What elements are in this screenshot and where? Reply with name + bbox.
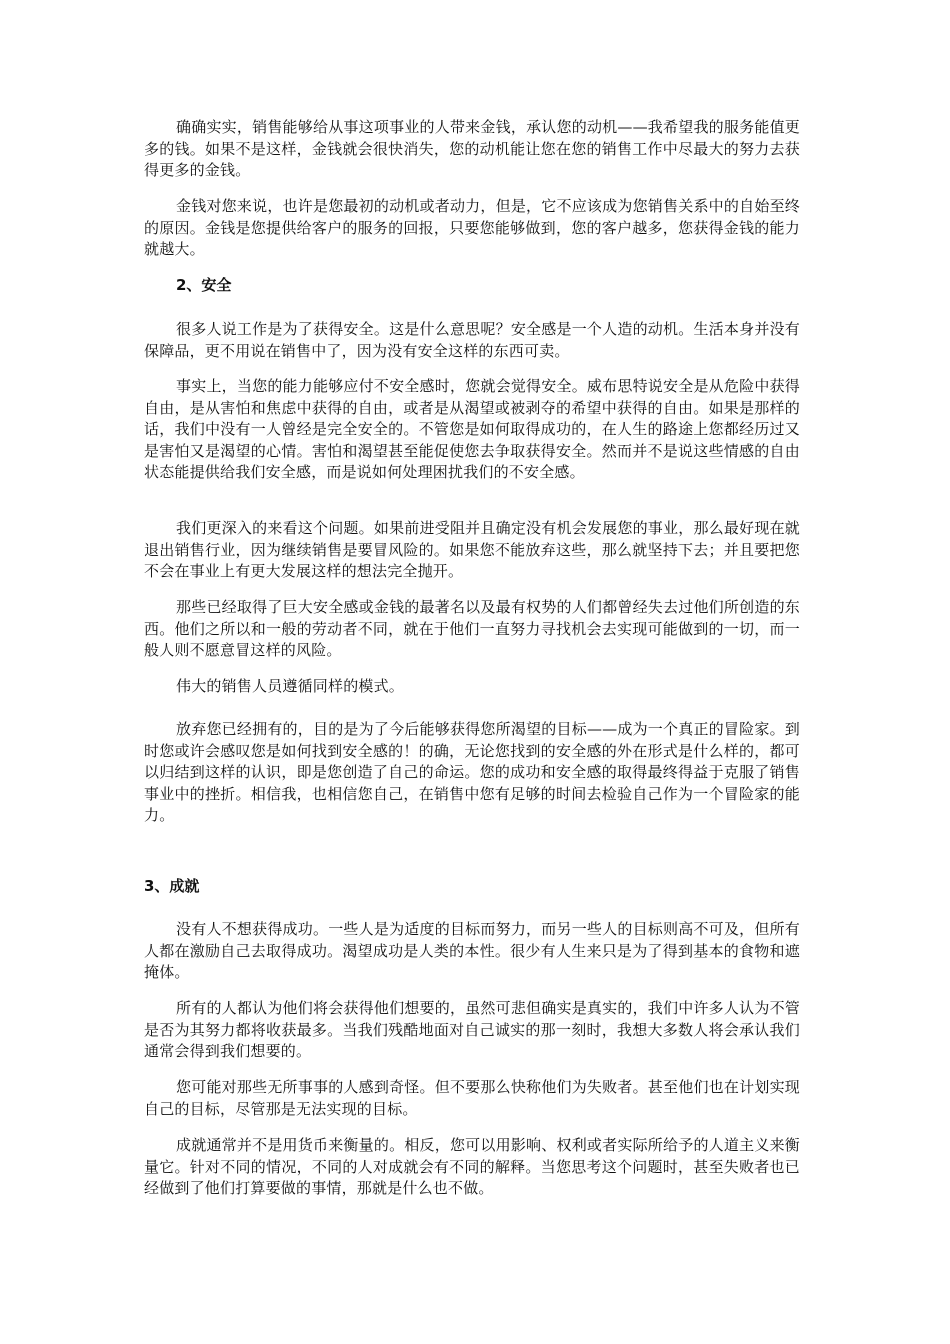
paragraph-security-famous-people: 那些已经取得了巨大安全感或金钱的最著名以及最有权势的人们都曾经失去过他们所创造的东西。他们之所以和一般的劳动者不同，就在于他们一直努力寻找机会去实现可能做到的一切，而一般人则不愿意冒这样的风险。: [144, 598, 800, 659]
paragraph-achievement-measure: 成就通常并不是用货币来衡量的。相反，您可以用影响、权利或者实际所给予的人道主义来衡量它。针对不同的情况，不同的人对成就会有不同的解释。当您思考这个问题时，甚至失败者也已经做到了他们打算要做的事情，那就是什么也不做。: [144, 1136, 800, 1197]
paragraph-security-adventurer: 放弃您已经拥有的，目的是为了今后能够获得您所渴望的目标——成为一个真正的冒险家。到时您或许会感叹您是如何找到安全感的！的确，无论您找到的安全感的外在形式是什么样的，都可以归结到这样的认识，即是您创造了自己的命运。您的成功和安全感的取得最终得益于克服了销售事业中的挫折。相信我，也相信您自己，在销售中您有足够的时间去检验自己作为一个冒险家的能力。: [144, 720, 800, 824]
paragraph-money-reward: 金钱对您来说，也许是您最初的动机或者动力，但是，它不应该成为您销售关系中的自始至终的原因。金钱是您提供给客户的服务的回报，只要您能够做到，您的客户越多，您获得金钱的能力就越大。: [144, 197, 800, 258]
paragraph-achievement-wants: 所有的人都认为他们将会获得他们想要的，虽然可悲但确实是真实的，我们中许多人认为不管是否为其努力都将收获最多。当我们残酷地面对自己诚实的那一刻时，我想大多数人将会承认我们通常会得到我们想要的。: [144, 999, 800, 1060]
section-heading-security: 2、安全: [176, 276, 232, 294]
paragraph-security-intro: 很多人说工作是为了获得安全。这是什么意思呢？安全感是一个人造的动机。生活本身并没有保障品，更不用说在销售中了，因为没有安全这样的东西可卖。: [144, 320, 800, 360]
paragraph-achievement-success: 没有人不想获得成功。一些人是为适度的目标而努力，而另一些人的目标则高不可及，但所有人都在激励自己去取得成功。渴望成功是人类的本性。很少有人生来只是为了得到基本的食物和遮掩体。: [144, 920, 800, 981]
paragraph-security-definition: 事实上，当您的能力能够应付不安全感时，您就会觉得安全。威布思特说安全是从危险中获得自由，是从害怕和焦虑中获得的自由，或者是从渴望或被剥夺的希望中获得的自由。如果是那样的话，我们中没有一人曾经是完全安全的。不管您是如何取得成功的，在人生的路途上您都经历过又是害怕又是渴望的心情。害怕和渴望甚至能促使您去争取获得安全。然而并不是说这些情感的自由状态能提供给我们安全感，而是说如何处理困扰我们的不安全感。: [144, 377, 800, 481]
paragraph-achievement-idle: 您可能对那些无所事事的人感到奇怪。但不要那么快称他们为失败者。甚至他们也在计划实现自己的目标，尽管那是无法实现的目标。: [144, 1078, 800, 1118]
paragraph-security-risk: 我们更深入的来看这个问题。如果前进受阻并且确定没有机会发展您的事业，那么最好现在就退出销售行业，因为继续销售是要冒风险的。如果您不能放弃这些，那么就坚持下去；并且要把您不会在事业上有更大发展这样的想法完全抛开。: [144, 519, 800, 580]
paragraph-money-motive: 确确实实，销售能够给从事这项事业的人带来金钱，承认您的动机——我希望我的服务能值更多的钱。如果不是这样，金钱就会很快消失，您的动机能让您在您的销售工作中尽最大的努力去获得更多的金钱。: [144, 118, 800, 179]
paragraph-security-pattern: 伟大的销售人员遵循同样的模式。: [176, 677, 405, 695]
section-heading-achievement: 3、成就: [144, 877, 200, 895]
